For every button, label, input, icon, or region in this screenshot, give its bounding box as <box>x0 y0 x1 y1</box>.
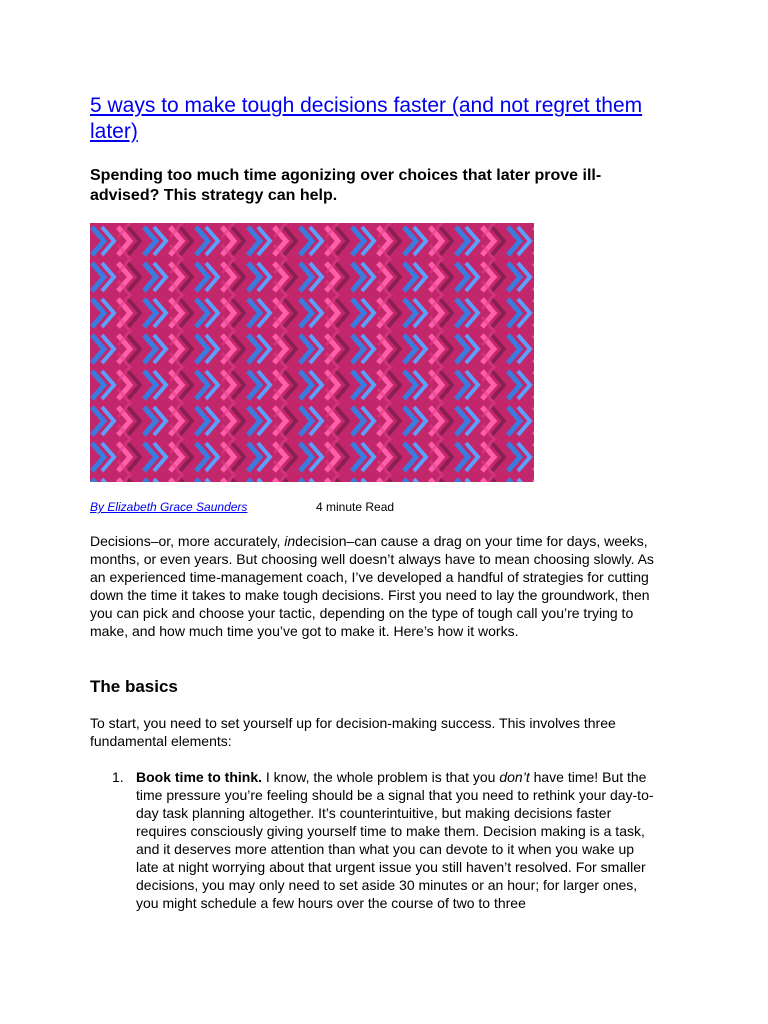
list-item-emphasis: don’t <box>499 769 530 785</box>
list-item <box>112 768 657 912</box>
section-heading: The basics <box>90 677 178 696</box>
intro-text-a: Decisions–or, more accurately, <box>90 533 285 549</box>
hero-chevron-pattern-image <box>90 223 534 482</box>
article-subtitle: Spending too much time agonizing over choices that later prove ill-advised? This strategy can help. <box>90 167 602 204</box>
list-item-text-b: have time! But the time pressure you’re feeling should be a signal that you need to rethink your day-to-day task planning altogether. It’s counterintuitive, but making decisions faster requires consciously giving yourself time to make them. Decision making is a task, and it deserves more attention than what you can devote to it when you wake up late at night worrying about that urgent issue you still haven’t resolved. For smaller decisions, you may only need to set aside 30 minutes or an hour; for larger ones, you might schedule a few hours over the course of two to three <box>136 769 654 911</box>
list-item-bold-lead: Book time to think. <box>136 769 262 785</box>
intro-emphasis: in <box>284 533 296 549</box>
list-item-body <box>136 768 657 912</box>
intro-text-b: decision–can cause a drag on your time for days, weeks, months, or even years. But choosing well doesn’t always have to mean choosing slowly. As an experienced time-management coach, I’ve developed a handful of strategies for cutting down the time it takes to make tough decisions. First you need to lay the groundwork, then you can pick and choose your tactic, depending on the type of tough call you’re trying to make, and how much time you’ve got to make it. Here’s how it works. <box>90 533 654 639</box>
section-intro-paragraph: To start, you need to set yourself up for decision-making success. This involves three fundamental elements: <box>90 715 616 749</box>
read-time: 4 minute Read <box>316 500 395 514</box>
byline <box>90 500 395 514</box>
article-title-link[interactable]: 5 ways to make tough decisions faster (and not regret them later) <box>90 94 643 143</box>
intro-paragraph <box>90 532 655 640</box>
list-item-number: 1. <box>112 769 124 785</box>
list-item-text-a: I know, the whole problem is that you <box>262 769 500 785</box>
author-link[interactable]: By Elizabeth Grace Saunders <box>90 500 248 514</box>
steps-list <box>112 768 657 912</box>
